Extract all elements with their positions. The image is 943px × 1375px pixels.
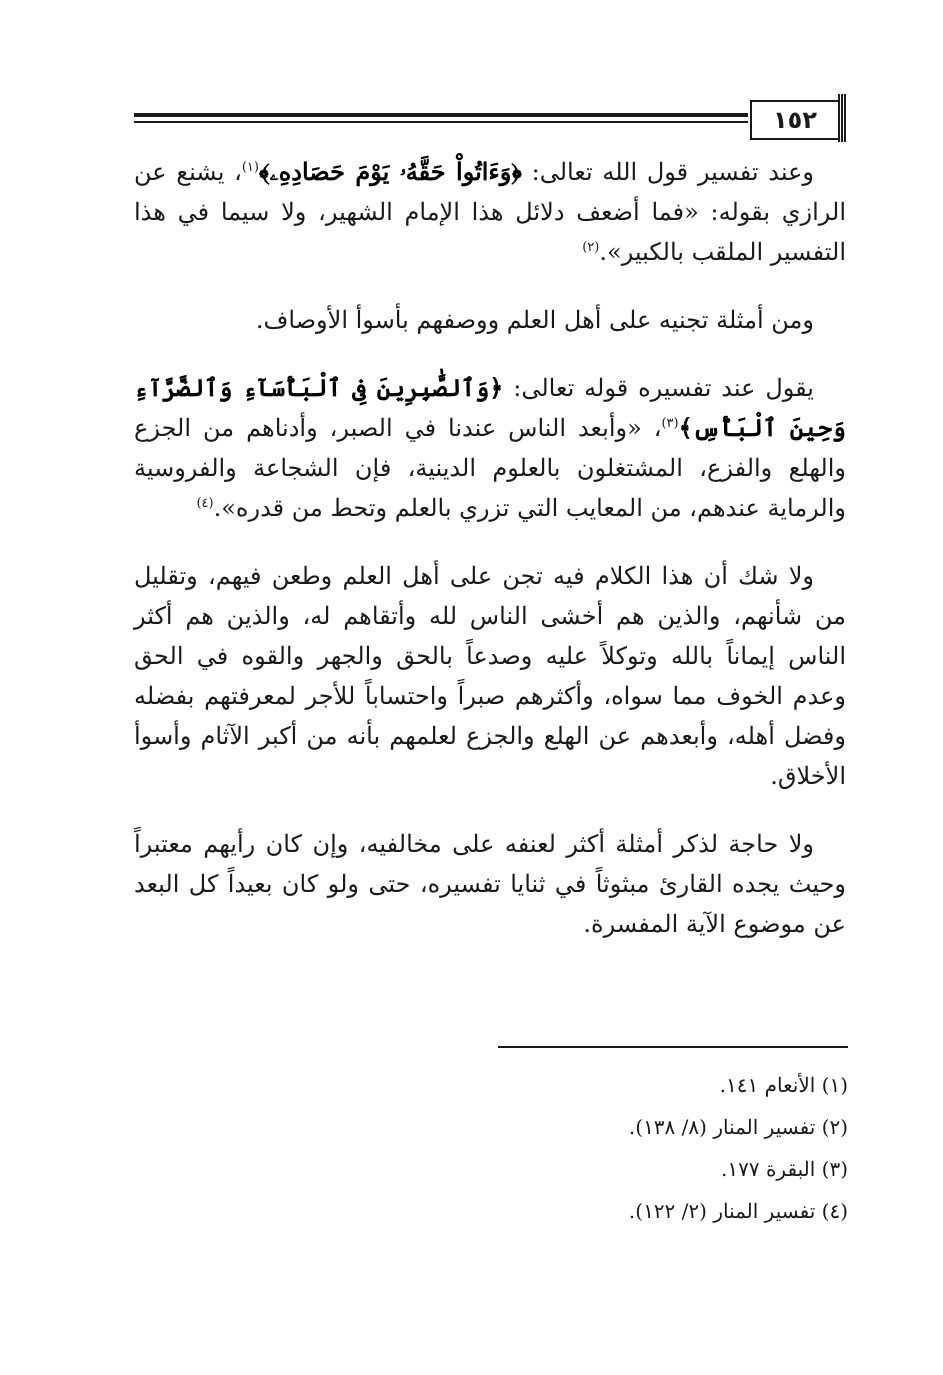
paragraph-1 [134,152,846,272]
footnote-3: (٣) البقرة ١٧٧. [721,1157,848,1181]
footnote-1: (١) الأنعام ١٤١. [719,1073,848,1097]
paragraph-1-body: ، يشنع عن الرازي بقوله: «فما أضعف دلائل هذا الإمام الشهير، ولا سيما في هذا التفسير الملقب بالكبير». [134,158,846,266]
footnote-2: (٢) تفسير المنار (٨/ ١٣٨). [628,1115,848,1139]
footnote-4: (٤) تفسير المنار (٢/ ١٢٢). [628,1199,848,1223]
quran-verse-2: ﴿وَٱلصَّٰبِرِينَ فِى ٱلْبَأْسَآءِ وَٱلضَّرَّآءِ وَحِينَ ٱلْبَأْسِ﴾ [134,373,846,442]
footnote-ref-1: (١) [241,160,259,175]
footnote-divider [498,1046,848,1048]
footnotes [498,1064,848,1232]
page-number: ١٥٢ [750,100,838,140]
paragraph-3 [134,368,846,528]
paragraph-2: ومن أمثلة تجنيه على أهل العلم ووصفهم بأسوأ الأوصاف. [255,306,814,334]
footnote-ref-4: (٤) [196,496,214,511]
page-header [134,94,846,142]
footnote-ref-3: (٣) [661,416,679,431]
header-rule [134,113,748,125]
main-text [134,152,846,972]
footnote-ref-2: (٢) [582,240,600,255]
quran-verse-1: ﴿وَءَاتُواْ حَقَّهُۥ يَوْمَ حَصَادِهِۦ﴾ [258,157,522,186]
header-rule-thick [134,113,748,117]
paragraph-3-body: ، «وأبعد الناس عندنا في الصبر، وأدناهم من الجزع والهلع والفزع، المشتغلون بالعلوم الدينية، فإن الشجاعة والفروسية والرماية عندهم، من المعايب التي تزري بالعلم وتحط من قدره». [134,414,846,522]
paragraph-5: ولا حاجة لذكر أمثلة أكثر لعنفه على مخالفيه، وإن كان رأيهم معتبراً وحيث يجده القارئ مبثوثاً في ثنايا تفسيره، حتى ولو كان بعيداً كل البعد عن موضوع الآية المفسرة. [134,830,846,938]
header-rule-thin [134,121,748,123]
paragraph-3-intro: يقول عند تفسيره قوله تعالى: [503,374,814,402]
page-number-bar [838,94,846,142]
paragraph-1-intro: وعند تفسير قول الله تعالى: [521,158,814,186]
paragraph-4: ولا شك أن هذا الكلام فيه تجن على أهل العلم وطعن فيهم، وتقليل من شأنهم، والذين هم أخشى الناس لله وأتقاهم له، والذين هم أكثر الناس إيماناً بالله وتوكلاً عليه وصدعاً بالحق والجهر والقوه في الحق وعدم الخوف مما سواه، وأكثرهم صبراً واحتساباً للأجر لمعرفتهم بفضله وفضل أهله، وأبعدهم عن الهلع والجزع لعلمهم بأنه من أكبر الآثام وأسوأ الأخلاق. [134,562,846,790]
